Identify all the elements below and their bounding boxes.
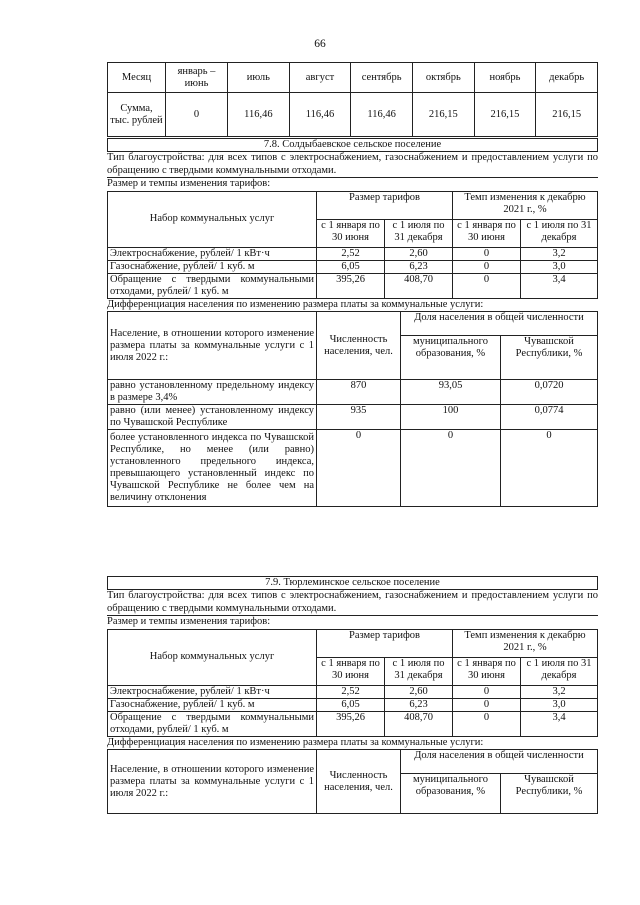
- sum-value: 116,46: [228, 93, 290, 137]
- cell-value: 3,4: [521, 711, 598, 736]
- population-group: более установленного индекса по Чувашской Республике, но менее (или равно) установленного предельного индекса, превышающего установленный индекс по Чувашской Республике не более чем на величину отклонения: [108, 430, 317, 507]
- sum-value: 116,46: [289, 93, 351, 137]
- cell-value: 3,2: [521, 685, 598, 698]
- period-header: с 1 января по 30 июня: [317, 219, 385, 247]
- diff-caption: Дифференциация населения по изменению размера платы за коммунальные услуги:: [107, 736, 484, 748]
- share-header: Доля населения в общей численности: [401, 750, 598, 774]
- period-header: с 1 июля по 31 декабря: [521, 657, 598, 685]
- monthly-sum-table: [107, 62, 598, 137]
- population-group: равно (или менее) установленному индексу по Чувашской Республике: [108, 405, 317, 430]
- period-header: с 1 июля по 31 декабря: [385, 657, 453, 685]
- table-row: [108, 711, 598, 736]
- cell-value: 395,26: [317, 711, 385, 736]
- table-row: [108, 380, 598, 405]
- month-col: август: [289, 63, 351, 93]
- cell-value: 6,05: [317, 698, 385, 711]
- month-col: июль: [228, 63, 290, 93]
- section-type-text: Тип благоустройства: для всех типов с электроснабжением, газоснабжением и предоставлением услуги по обращению с твердыми коммунальными отходами.: [107, 590, 598, 614]
- table-row: [108, 273, 598, 298]
- cell-value: 6,23: [385, 260, 453, 273]
- population-group: равно установленному предельному индексу в размере 3,4%: [108, 380, 317, 405]
- table-row: [108, 260, 598, 273]
- period-header: с 1 января по 30 июня: [453, 219, 521, 247]
- services-header: Набор коммунальных услуг: [108, 629, 317, 685]
- sum-value: 216,15: [536, 93, 598, 137]
- table-row: [108, 405, 598, 430]
- sum-value: 216,15: [474, 93, 536, 137]
- section-7-9: [107, 576, 598, 814]
- month-col: декабрь: [536, 63, 598, 93]
- month-col: октябрь: [412, 63, 474, 93]
- table-row: [108, 430, 598, 507]
- cell-value: 2,52: [317, 247, 385, 260]
- period-header: с 1 июля по 31 декабря: [385, 219, 453, 247]
- services-header: Набор коммунальных услуг: [108, 191, 317, 247]
- cell-value: 408,70: [385, 711, 453, 736]
- cell-value: 3,2: [521, 247, 598, 260]
- table-row: [108, 685, 598, 698]
- sum-value: 216,15: [412, 93, 474, 137]
- municipal-header: муниципального образования, %: [401, 774, 501, 814]
- size-header: Размер тарифов: [317, 629, 453, 657]
- population-table: [107, 749, 598, 814]
- sum-label: Сумма, тыс. рублей: [108, 93, 166, 137]
- republic-header: Чувашской Республики, %: [501, 336, 598, 380]
- service-name: Электроснабжение, рублей/ 1 кВт·ч: [108, 685, 317, 698]
- cell-value: 395,26: [317, 273, 385, 298]
- cell-value: 0,0774: [501, 405, 598, 430]
- population-header: Население, в отношении которого изменение размера платы за коммунальные услуги с 1 июля 2022 г.:: [108, 312, 317, 380]
- section-7-8: [107, 138, 598, 507]
- cell-value: 93,05: [401, 380, 501, 405]
- service-name: Обращение с твердыми коммунальными отходами, рублей/ 1 куб. м: [108, 711, 317, 736]
- month-header: Месяц: [108, 63, 166, 93]
- page-number: 66: [314, 38, 326, 50]
- tariff-table: [107, 629, 598, 737]
- service-name: Газоснабжение, рублей/ 1 куб. м: [108, 260, 317, 273]
- growth-header: Темп изменения к декабрю 2021 г., %: [453, 191, 598, 219]
- cell-value: 870: [317, 380, 401, 405]
- tariff-table: [107, 191, 598, 299]
- cell-value: 3,0: [521, 260, 598, 273]
- cell-value: 2,60: [385, 685, 453, 698]
- cell-value: 0: [453, 698, 521, 711]
- cell-value: 2,60: [385, 247, 453, 260]
- cell-value: 0: [501, 430, 598, 507]
- section-title: 7.8. Солдыбаевское сельское поселение: [107, 138, 598, 151]
- table-row: [108, 247, 598, 260]
- diff-caption: Дифференциация населения по изменению размера платы за коммунальные услуги:: [107, 298, 484, 310]
- cell-value: 6,23: [385, 698, 453, 711]
- period-header: с 1 января по 30 июня: [317, 657, 385, 685]
- cell-value: 0: [453, 247, 521, 260]
- population-header: Население, в отношении которого изменение размера платы за коммунальные услуги с 1 июля 2022 г.:: [108, 750, 317, 814]
- count-header: Численность населения, чел.: [317, 750, 401, 814]
- sum-value: 0: [166, 93, 228, 137]
- month-col: ноябрь: [474, 63, 536, 93]
- share-header: Доля населения в общей численности: [401, 312, 598, 336]
- month-col: январь – июнь: [166, 63, 228, 93]
- cell-value: 6,05: [317, 260, 385, 273]
- cell-value: 0: [453, 273, 521, 298]
- cell-value: 0: [453, 685, 521, 698]
- cell-value: 3,4: [521, 273, 598, 298]
- cell-value: 408,70: [385, 273, 453, 298]
- republic-header: Чувашской Республики, %: [501, 774, 598, 814]
- service-name: Газоснабжение, рублей/ 1 куб. м: [108, 698, 317, 711]
- cell-value: 0: [401, 430, 501, 507]
- size-header: Размер тарифов: [317, 191, 453, 219]
- count-header: Численность населения, чел.: [317, 312, 401, 380]
- sum-value: 116,46: [351, 93, 413, 137]
- cell-value: 935: [317, 405, 401, 430]
- period-header: с 1 июля по 31 декабря: [521, 219, 598, 247]
- cell-value: 100: [401, 405, 501, 430]
- section-type-text: Тип благоустройства: для всех типов с электроснабжением, газоснабжением и предоставлением услуги по обращению с твердыми коммунальными отходами.: [107, 152, 598, 176]
- month-col: сентябрь: [351, 63, 413, 93]
- cell-value: 3,0: [521, 698, 598, 711]
- service-name: Электроснабжение, рублей/ 1 кВт·ч: [108, 247, 317, 260]
- section-title: 7.9. Тюрлеминское сельское поселение: [107, 576, 598, 589]
- cell-value: 0: [453, 260, 521, 273]
- period-header: с 1 января по 30 июня: [453, 657, 521, 685]
- cell-value: 0: [317, 430, 401, 507]
- cell-value: 0,0720: [501, 380, 598, 405]
- service-name: Обращение с твердыми коммунальными отходами, рублей/ 1 куб. м: [108, 273, 317, 298]
- cell-value: 2,52: [317, 685, 385, 698]
- population-table: [107, 311, 598, 507]
- rates-caption: Размер и темпы изменения тарифов:: [107, 177, 598, 191]
- growth-header: Темп изменения к декабрю 2021 г., %: [453, 629, 598, 657]
- municipal-header: муниципального образования, %: [401, 336, 501, 380]
- cell-value: 0: [453, 711, 521, 736]
- table-row: [108, 698, 598, 711]
- rates-caption: Размер и темпы изменения тарифов:: [107, 615, 598, 629]
